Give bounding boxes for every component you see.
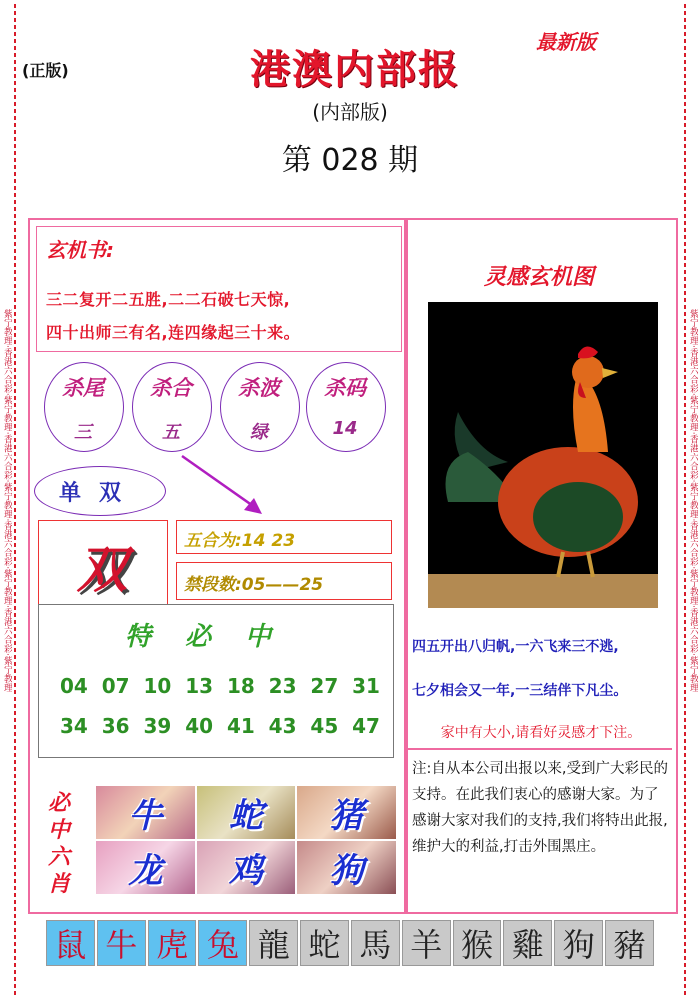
zodiac-tile: 蛇	[300, 920, 349, 966]
right-border	[684, 4, 686, 996]
special-pick-title: 特必中	[124, 622, 305, 652]
zodiac-grid	[96, 786, 396, 894]
zodiac-tile: 龍	[249, 920, 298, 966]
zodiac-cell: 牛	[96, 786, 195, 839]
page-title: 港澳内部报	[250, 46, 460, 93]
xuanji-line-2: 四十出师三有名,连四缘起三十来。	[46, 323, 301, 342]
inspiration-title: 灵感玄机图	[483, 265, 594, 290]
banned-range-text: 禁段数:05——25	[184, 575, 324, 595]
xuanji-line-1: 三二复开二五胜,二二石破七天惊,	[46, 290, 291, 309]
six-zodiac-label	[44, 790, 74, 898]
number: 45	[310, 714, 339, 738]
number: 04	[60, 674, 88, 698]
oval-kill-combo-label: 杀合	[150, 376, 192, 400]
label-char: 必	[47, 791, 70, 816]
number: 34	[60, 714, 88, 738]
zodiac-cell: 鸡	[197, 841, 296, 894]
number-row-1	[60, 674, 380, 698]
poem-line-1: 四五开出八归帆,一六飞来三不逃,	[412, 639, 619, 655]
oval-kill-tail-label: 杀尾	[62, 376, 104, 400]
oval-kill-combo-value: 五	[162, 422, 180, 443]
zodiac-tile: 雞	[503, 920, 552, 966]
zodiac-tile: 豬	[605, 920, 654, 966]
issue-number: 第 028 期	[281, 143, 419, 178]
number: 13	[185, 674, 214, 698]
zodiac-tile: 虎	[148, 920, 197, 966]
number: 23	[268, 674, 297, 698]
number: 27	[310, 674, 339, 698]
number: 07	[101, 674, 130, 698]
number: 39	[143, 714, 172, 738]
label-char: 肖	[47, 872, 70, 897]
oval-kill-code-label: 杀码	[324, 376, 366, 400]
label-char: 六	[47, 845, 70, 870]
oval-kill-tail-value: 三	[74, 422, 92, 443]
five-combo-text: 五合为:14 23	[184, 531, 296, 551]
number: 43	[268, 714, 297, 738]
zodiac-cell: 龙	[96, 841, 195, 894]
right-side-strip: 紫宁教理·香港六合彩·紫宁教理·香港六合彩·紫宁教理·香港六合彩·紫宁教理·香港六合彩·紫宁教理	[688, 308, 698, 692]
number: 41	[226, 714, 255, 738]
poem-line-2: 七夕相会又一年,一三结伴下凡尘。	[412, 683, 628, 699]
zodiac-tile: 馬	[351, 920, 400, 966]
zodiac-cell: 猪	[297, 786, 396, 839]
arrow-icon	[178, 452, 268, 518]
rooster-image	[428, 302, 658, 608]
zodiac-row	[46, 920, 654, 966]
zodiac-tile: 羊	[402, 920, 451, 966]
oval-kill-wave-value: 绿	[250, 422, 268, 443]
page-subtitle: (内部版)	[312, 100, 388, 124]
latest-badge: 最新版	[536, 30, 596, 54]
oval-kill-code-value: 14	[332, 418, 358, 439]
zodiac-tile: 狗	[554, 920, 603, 966]
number: 36	[101, 714, 130, 738]
number: 47	[352, 714, 380, 738]
edition-badge: (正版)	[22, 61, 69, 80]
zodiac-tile: 鼠	[46, 920, 95, 966]
odd-even-label: 单双	[58, 481, 139, 506]
zodiac-cell: 蛇	[197, 786, 296, 839]
xuanji-title: 玄机书:	[46, 238, 114, 262]
left-side-strip: 紫宁教理·香港六合彩·紫宁教理·香港六合彩·紫宁教理·香港六合彩·紫宁教理·香港六合彩·紫宁教理	[2, 308, 12, 692]
zodiac-tile: 兔	[198, 920, 247, 966]
company-note: 注:自从本公司出报以来,受到广大彩民的支持。在此我们衷心的感谢大家。为了感谢大家对我们的支持,我们将特出此报,维护大的利益,打击外围黑庄。	[412, 761, 668, 855]
inspiration-hint: 家中有大小,请看好灵感才下注。	[440, 725, 642, 741]
label-char: 中	[47, 818, 70, 843]
zodiac-tile: 猴	[453, 920, 502, 966]
oval-kill-wave-label: 杀波	[238, 376, 280, 400]
number: 40	[185, 714, 214, 738]
even-value: 双	[77, 541, 127, 599]
zodiac-tile: 牛	[97, 920, 146, 966]
number-row-2	[60, 714, 380, 738]
number: 18	[226, 674, 255, 698]
zodiac-cell: 狗	[297, 841, 396, 894]
left-border	[14, 4, 16, 996]
number: 31	[352, 674, 380, 698]
number: 10	[143, 674, 172, 698]
